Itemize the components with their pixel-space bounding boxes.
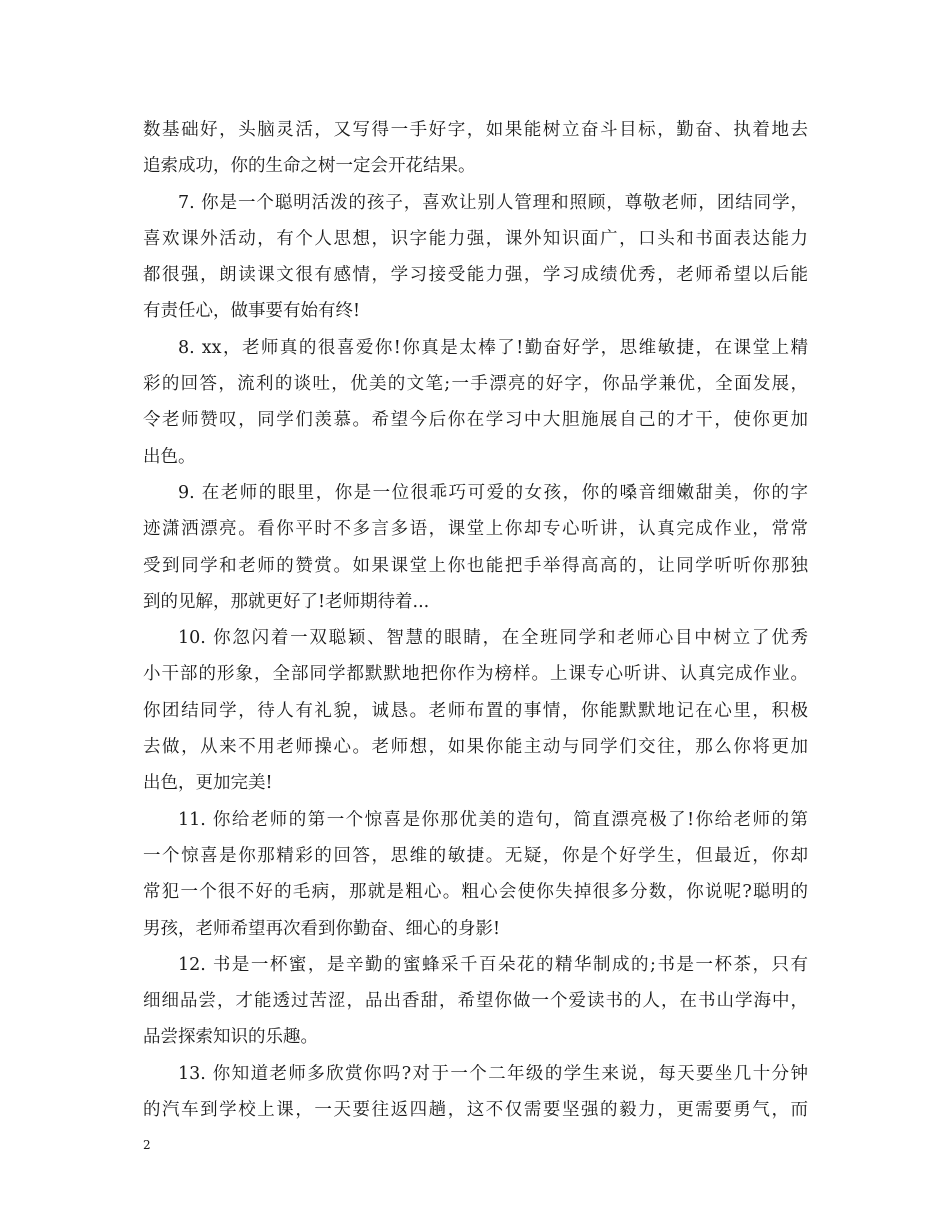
text-line: 常犯一个很不好的毛病，那就是粗心。粗心会使你失掉很多分数，你说呢?聪明的: [143, 882, 808, 903]
text-line: 男孩，老师希望再次看到你勤奋、细心的身影!: [143, 918, 501, 939]
text-line: 受到同学和老师的赞赏。如果课堂上你也能把手举得高高的，让同学听听你那独: [143, 555, 808, 576]
text-line: 11. 你给老师的第一个惊喜是你那优美的造句，简直漂亮极了!你给老师的第: [178, 809, 808, 830]
text-line: 细细品尝，才能透过苦涩，品出香甜，希望你做一个爱读书的人，在书山学海中，: [143, 991, 808, 1012]
text-line: 8. xx，老师真的很喜爱你!你真是太棒了!勤奋好学，思维敏捷，在课堂上精: [178, 337, 808, 358]
text-line: 有责任心，做事要有始有终!: [143, 301, 361, 322]
text-line: 小干部的形象，全部同学都默默地把你作为榜样。上课专心听讲、认真完成作业。: [143, 664, 808, 685]
text-line: 都很强，朗读课文很有感情，学习接受能力强，学习成绩优秀，老师希望以后能: [143, 265, 808, 286]
document-body: [143, 112, 808, 1128]
text-line: 去做，从来不用老师操心。老师想，如果你能主动与同学们交往，那么你将更加: [143, 737, 808, 758]
text-line: 出色，更加完美!: [143, 773, 273, 794]
text-line: 数基础好，头脑灵活，又写得一手好字，如果能树立奋斗目标，勤奋、执着地去: [143, 120, 808, 140]
text-line: 品尝探索知识的乐趣。: [143, 1027, 318, 1048]
text-line: 9. 在老师的眼里，你是一位很乖巧可爱的女孩，你的嗓音细嫩甜美，你的字: [178, 482, 808, 503]
text-line: 13. 你知道老师多欣赏你吗?对于一个二年级的学生来说，每天要坐几十分钟: [178, 1063, 808, 1084]
text-line: 你团结同学，待人有礼貌，诚恳。老师布置的事情，你能默默地记在心里，积极: [143, 700, 808, 721]
text-line: 喜欢课外活动，有个人思想，识字能力强，课外知识面广，口头和书面表达能力: [143, 228, 808, 249]
text-line: 迹潇洒漂亮。看你平时不多言多语，课堂上你却专心听讲，认真完成作业，常常: [143, 519, 808, 540]
text-line: 10. 你忽闪着一双聪颖、智慧的眼睛，在全班同学和老师心目中树立了优秀: [178, 628, 808, 649]
text-line: 的汽车到学校上课，一天要往返四趟，这不仅需要坚强的毅力，更需要勇气，而: [143, 1100, 808, 1121]
text-line: 7. 你是一个聪明活泼的孩子，喜欢让别人管理和照顾，尊敬老师，团结同学，: [178, 192, 808, 213]
text-line: 追索成功，你的生命之树一定会开花结果。: [143, 156, 476, 177]
text-line: 出色。: [143, 446, 196, 467]
text-line: 一个惊喜是你那精彩的回答，思维的敏捷。无疑，你是个好学生，但最近，你却: [143, 845, 808, 866]
text-line: 到的见解，那就更好了!老师期待着...: [143, 591, 430, 612]
text-line: 彩的回答，流利的谈吐，优美的文笔;一手漂亮的好字，你品学兼优，全面发展，: [143, 374, 808, 395]
page-number: 2: [143, 1138, 151, 1152]
text-line: 令老师赞叹，同学们羡慕。希望今后你在学习中大胆施展自己的才干，使你更加: [143, 410, 808, 431]
text-line: 12. 书是一杯蜜，是辛勤的蜜蜂采千百朵花的精华制成的;书是一杯茶，只有: [178, 954, 808, 975]
